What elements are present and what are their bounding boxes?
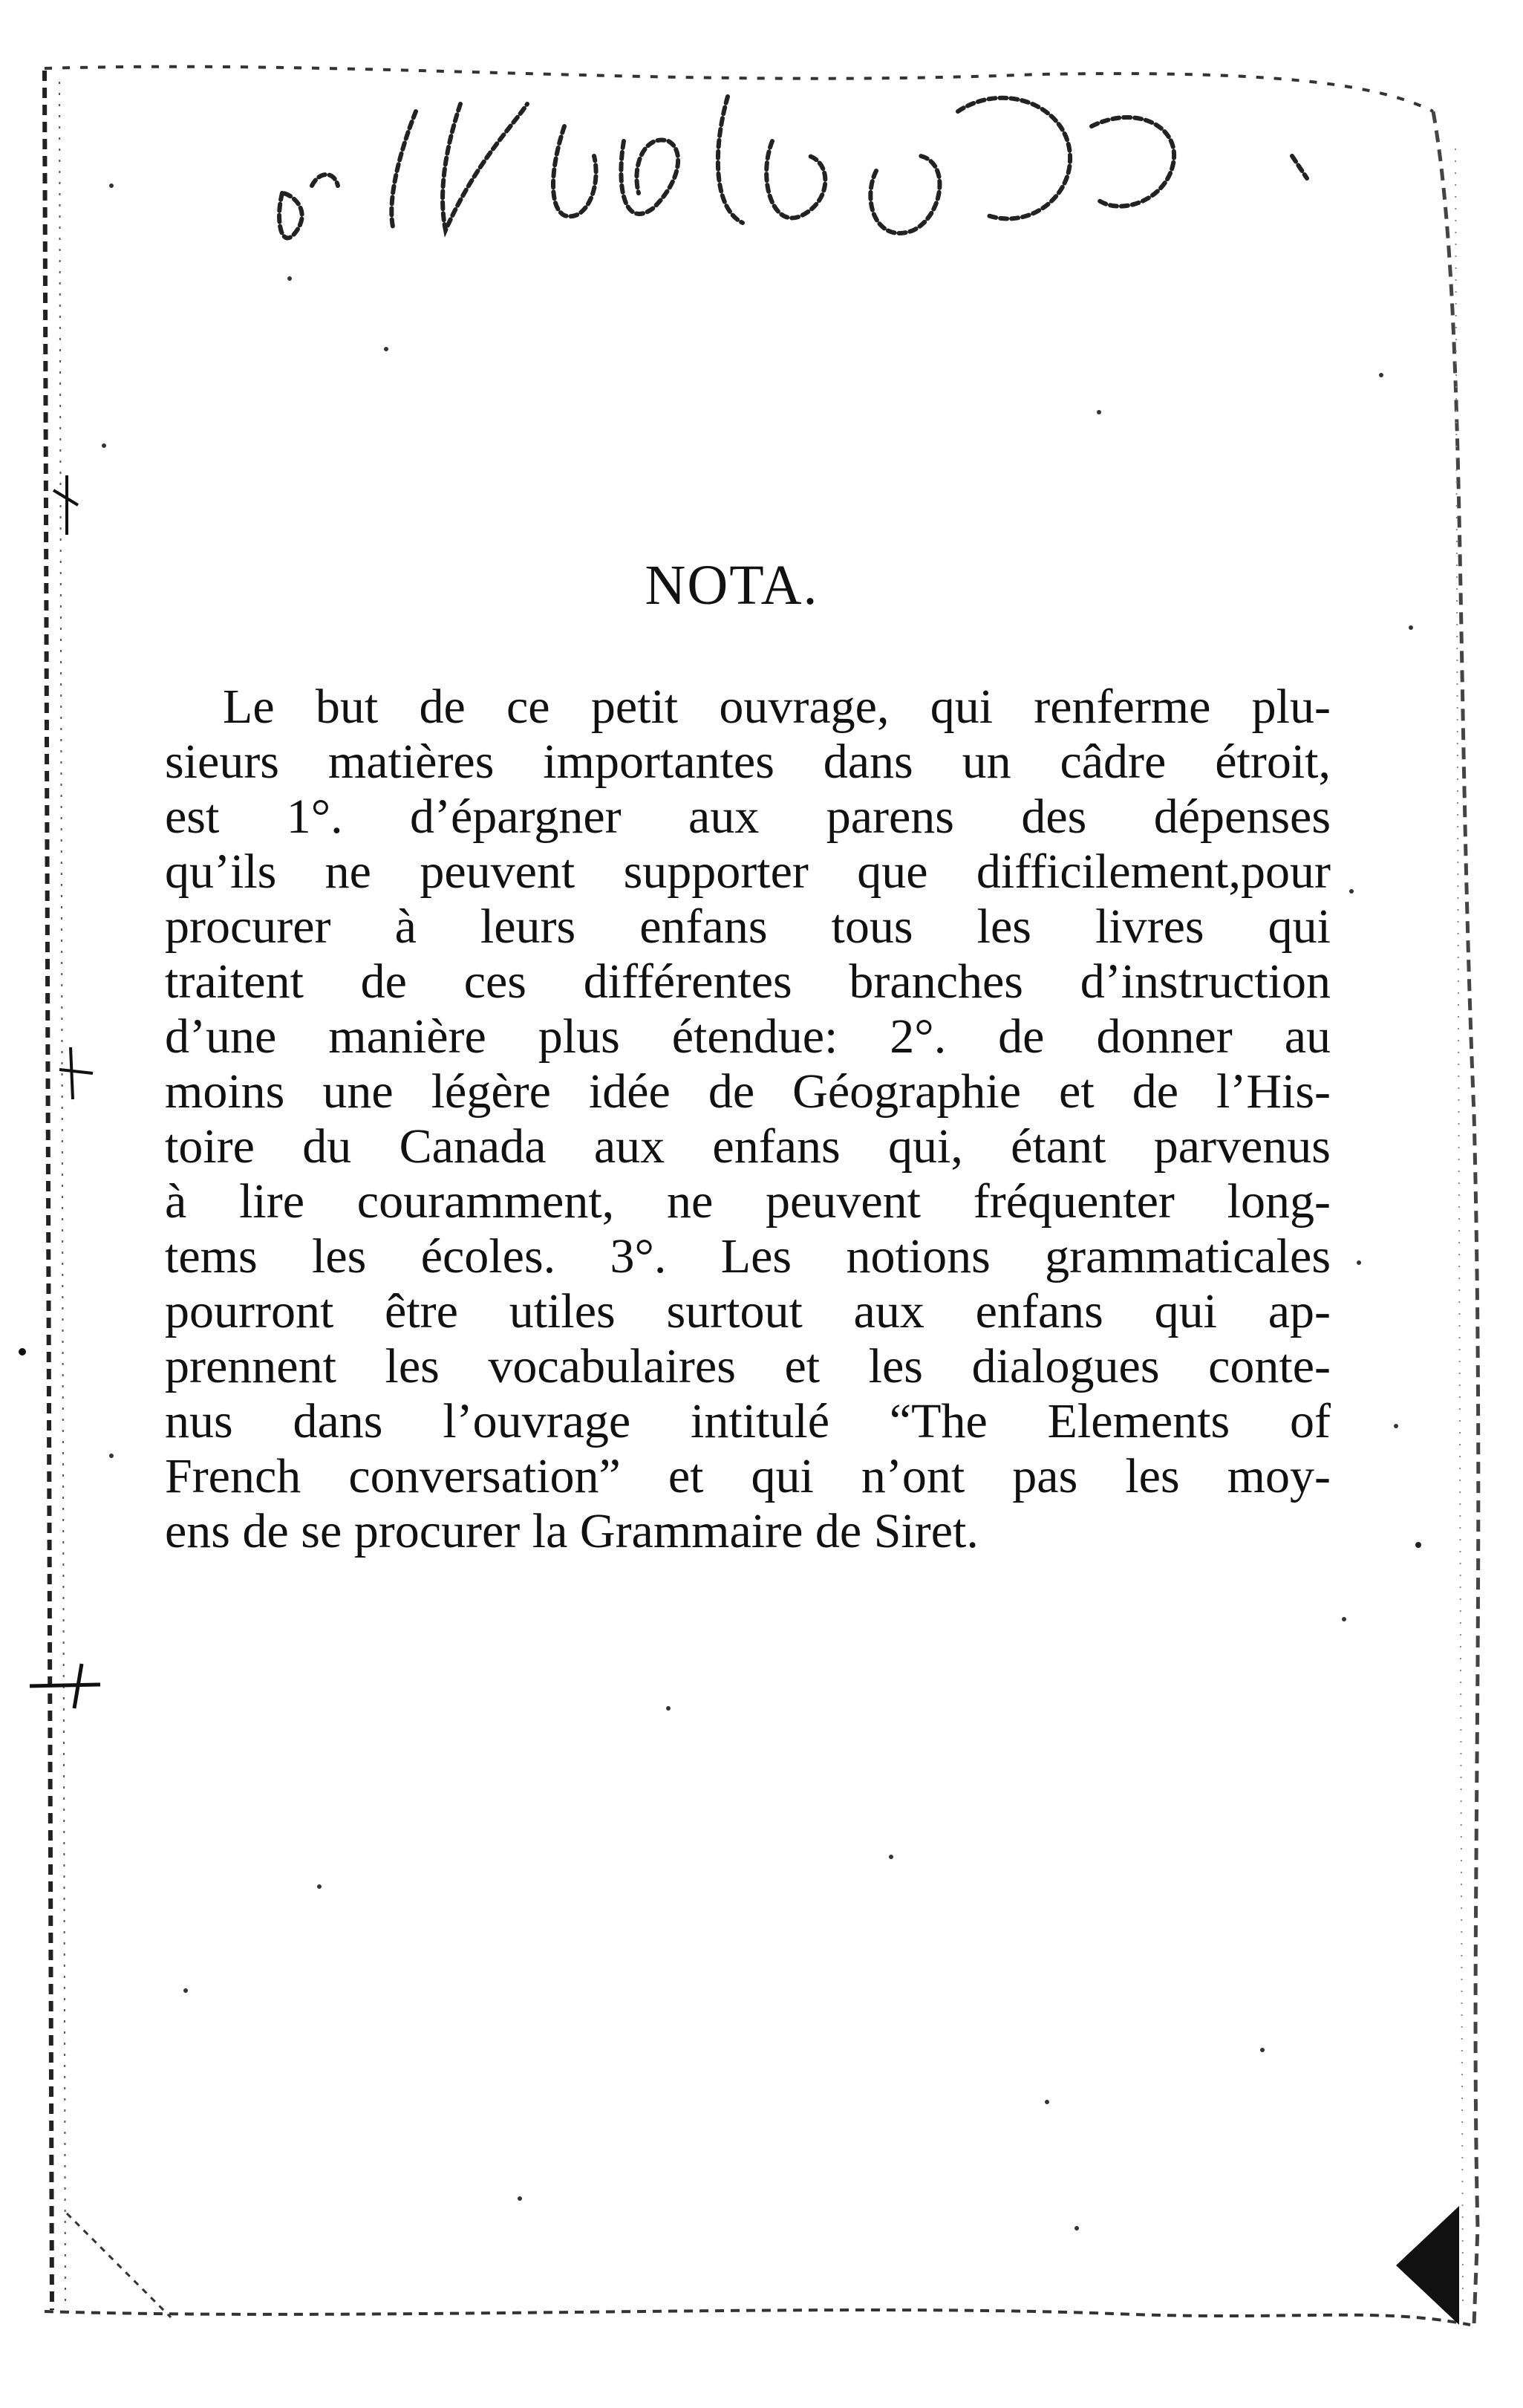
nota-paragraph (165, 680, 1331, 1559)
paragraph-line: procurer à leurs enfans tous les livres qui (165, 899, 1331, 954)
page-title (0, 553, 1523, 618)
paragraph-line: sieurs matières importantes dans un câdre étroit, (165, 735, 1331, 789)
paragraph-line: traitent de ces différentes branches d’instruction (165, 954, 1331, 1009)
paragraph-line: moins une légère idée de Géographie et de l’His- (165, 1064, 1331, 1119)
paragraph-line: à lire couramment, ne peuvent fréquenter long- (165, 1174, 1331, 1229)
title-text: NOTA. (645, 554, 819, 616)
paragraph-line: nus dans l’ouvrage intitulé “The Elements of (165, 1394, 1331, 1448)
paragraph-line: Le but de ce petit ouvrage, qui renferme plu- (223, 680, 1331, 734)
paragraph-line: ens de se procurer la Grammaire de Siret. (165, 1504, 979, 1558)
paragraph-line: est 1°. d’épargner aux parens des dépenses (165, 790, 1331, 844)
paragraph-line: prennent les vocabulaires et les dialogues conte- (165, 1339, 1331, 1393)
paragraph-line: toire du Canada aux enfans qui, étant parvenus (165, 1119, 1331, 1174)
paragraph-line: qu’ils ne peuvent supporter que difficilement,pour (165, 845, 1331, 899)
paragraph-line: tems les écoles. 3°. Les notions grammaticales (165, 1229, 1331, 1283)
paragraph-line: d’une manière plus étendue: 2°. de donner au (165, 1009, 1331, 1064)
handwritten-signature (267, 82, 1344, 253)
paragraph-line: French conversation” et qui n’ont pas les moy- (165, 1449, 1331, 1503)
paragraph-line: pourront être utiles surtout aux enfans qui ap- (165, 1284, 1331, 1338)
